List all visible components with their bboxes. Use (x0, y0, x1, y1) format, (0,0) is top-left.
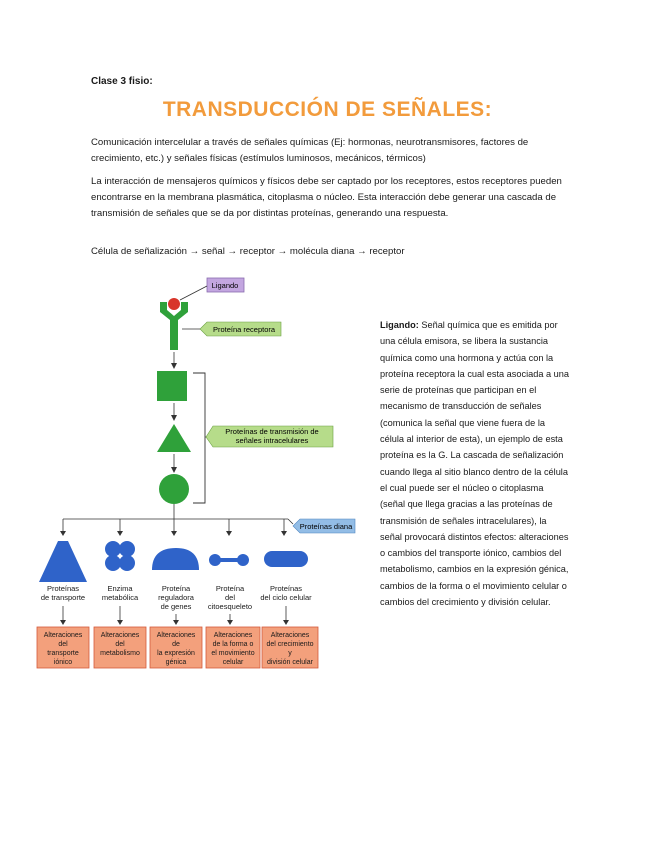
svg-text:Alteraciones: Alteraciones (270, 632, 310, 639)
svg-text:y: y (288, 650, 292, 657)
svg-text:Proteína: Proteína (161, 584, 191, 593)
svg-text:del crecimiento: del crecimiento (266, 641, 314, 648)
svg-text:Alteraciones: Alteraciones (156, 632, 196, 639)
svg-text:Proteínas: Proteínas (269, 584, 303, 593)
svg-text:el movimiento: el movimiento (211, 650, 255, 657)
paragraph-1: Comunicación intercelular a través de señales químicas (Ej: hormonas, neurotransmisores, factores de crecimiento, etc.) y señales físicas (estímulos luminosos, mecánicos, térmicos) (91, 137, 529, 164)
svg-text:Alteraciones: Alteraciones (100, 632, 140, 639)
svg-text:metabólica: metabólica (101, 593, 139, 602)
intracellular-label-1: Proteínas de transmisión de (225, 427, 319, 436)
svg-text:Proteínas: Proteínas (46, 584, 80, 593)
transport-protein-shape (39, 541, 87, 582)
ligand-label: Ligando (211, 281, 239, 290)
cytoskeleton-shape (209, 554, 249, 566)
svg-text:del: del (224, 593, 236, 602)
svg-text:del: del (115, 641, 125, 648)
svg-text:del ciclo celular: del ciclo celular (260, 593, 312, 602)
cascade-triangle (157, 424, 191, 452)
intracellular-label-2: señales intracelulares (235, 436, 309, 445)
svg-text:iónico: iónico (53, 659, 73, 666)
svg-text:reguladora: reguladora (158, 593, 194, 602)
svg-text:Enzima: Enzima (107, 584, 133, 593)
gene-regulatory-shape (152, 548, 199, 570)
page-title: TRANSDUCCIÓN DE SEÑALES: (162, 98, 493, 121)
cascade-circle (159, 474, 189, 504)
svg-text:la expresión: la expresión (157, 650, 195, 657)
enzyme-shape (105, 541, 135, 571)
svg-text:metabolismo: metabolismo (100, 650, 140, 657)
paragraph-2: La interacción de mensajeros químicos y físicos debe ser captado por los receptores, estos receptores pueden encontrarse en la membrana plasmática, citoplasma o núcleo. Esta interacción debe generar una cascada de transmisión de señales que se da por distintas proteínas, generando una respuesta. (91, 176, 562, 219)
svg-text:Alteraciones: Alteraciones (213, 632, 253, 639)
svg-text:del: del (58, 641, 68, 648)
cell-cycle-shape (264, 551, 308, 567)
ligand-term: Ligando: (380, 320, 419, 330)
signal-flow: Célula de señalización → señal → receptor → molécula diana → receptor (91, 246, 405, 257)
receptor-label: Proteína receptora (212, 325, 276, 334)
cascade-square (157, 371, 187, 401)
cascade-bracket (193, 373, 205, 503)
svg-text:transporte: transporte (47, 650, 79, 657)
svg-text:de: de (172, 641, 180, 648)
ligand-circle (168, 298, 180, 310)
svg-text:Proteína: Proteína (215, 584, 245, 593)
svg-text:Alteraciones: Alteraciones (43, 632, 83, 639)
svg-text:celular: celular (222, 659, 244, 666)
targets-label: Proteínas diana (299, 522, 353, 531)
svg-text:de la forma o: de la forma o (212, 641, 254, 648)
svg-text:de genes: de genes (160, 602, 192, 611)
svg-text:de transporte: de transporte (40, 593, 86, 602)
svg-text:división celular: división celular (267, 659, 313, 666)
class-header: Clase 3 fisio: (91, 76, 153, 87)
ligand-explanation (380, 317, 570, 610)
ligand-description: Señal química que es emitida por una célula emisora, se libera la sustancia química como una hormona y actúa con la proteína receptora la cual esta asociada a una serie de proteínas que participan en el mecanismo de transducción de señales (comunica la señal que viene fuera de la célula al interior de esta), un ejemplo de esta proteína es la G. La cascada de señalización cuando llega al sitio blanco dentro de la célula el cual puede ser el núcleo o citoplasma (señal que llega gracias a las proteínas de transmisión de señales intracelulares), la señal provocará distintos efectos: alteraciones o cambios del transporte iónico, cambios del metabolismo, cambios en la expresión génica, cambios de la forma o el movimiento celular o cambios del crecimiento y división celular. (380, 320, 569, 608)
svg-text:citoesqueleto: citoesqueleto (207, 602, 253, 611)
svg-text:génica: génica (165, 659, 187, 666)
